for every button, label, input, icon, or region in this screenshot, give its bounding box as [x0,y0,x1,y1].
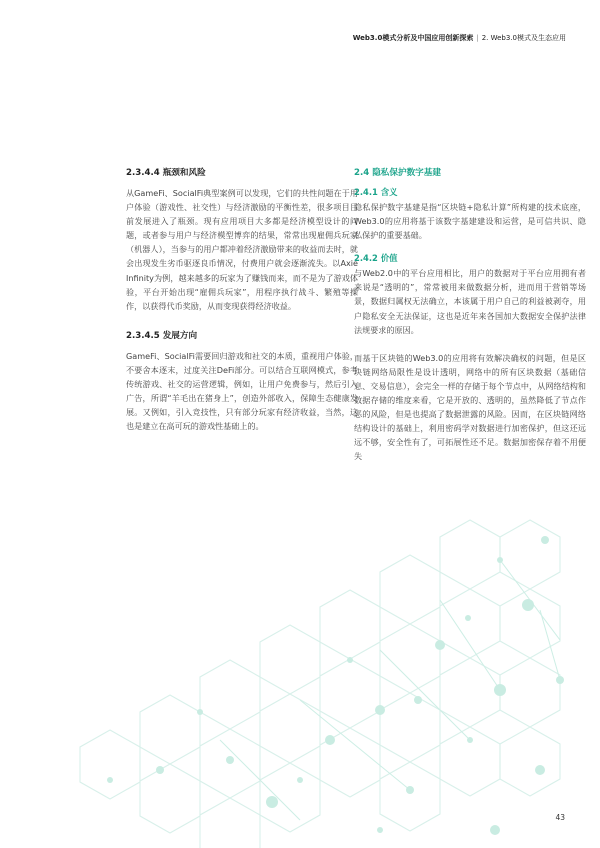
paragraph-value: 与Web2.0中的平台应用相比，用户的数据对于平台应用拥有者来说是“透明的”，常常被用来做数据分析，进而用于营销等场景，数据归属权无法确立，本该属于用户自己的利益被剥夺，用户隐私安全无法保证，这也是近年来各国加大数据安全保护法律法规要求的原因。 [354,268,586,335]
section-heading-direction: 2.3.4.5 发展方向 [126,330,198,341]
header-separator: | [476,34,479,42]
section-heading-bottleneck: 2.3.4.4 瓶颈和风险 [126,168,206,178]
running-header [353,33,566,43]
page-number: 43 [555,813,565,822]
paragraph-blockchain-privacy: 而基于区块链的Web3.0的应用将有效解决确权的问题，但是区块链网络局限性是设计透明，网络中的所有区块数据（基础信息、交易信息），会完全一样的存储于每个节点中，从网络结构和数据存储的维度来看，它是开放的、透明的，虽然降低了节点作恶的风险，但是也提高了数据泄露的风险。因而，在区块链网络结构设计的基础上，利用密码学对数据进行加密保护，但这还远远不够，安全性有了，可拓展性还不足。数据加密保存着不用便失 [354,352,586,462]
section-heading-privacy-infra: 2.4 隐私保护数字基建 [354,168,441,178]
paragraph-direction: GameFi、SocialFi需要回归游戏和社交的本质，重视用户体验，不要舍本逐末，过度关注DeFi部分。可以结合互联网模式，参考传统游戏、社交的运营逻辑，例如，让用户免费参与，然后引入广告，所谓“羊毛出在猪身上”，创造外部收入，保障生态健康发展。又例如，引入竞技性，只有部分玩家有经济收益，当然，这也是建立在高可玩的游戏性基础上的。 [126,350,358,432]
header-title: Web3.0模式分析及中国应用创新探索 [352,34,474,42]
subheading-value: 2.4.2 价值 [354,253,398,264]
subheading-meaning: 2.4.1 含义 [354,187,398,197]
right-column [354,166,586,464]
left-column [126,166,358,433]
paragraph-meaning: 隐私保护数字基建是指“区块链+隐私计算”所构建的技术底座，Web3.0的应用将基于该数字基建建设和运营，是可信共识、隐私保护的重要基础。 [354,202,586,241]
header-chapter: 2. Web3.0模式及生态应用 [481,34,566,42]
paragraph-bottleneck: 从GameFi、SocialFi典型案例可以发现，它们的共性问题在于用户体验（游戏性、社交性）与经济激励的平衡性差，很多项目目前发展进入了瓶颈。现有应用项目大多都是经济模型设计的问题，或者参与用户与经济模型博弈的结果，常常出现雇佣兵玩家（机器人），当参与的用户都冲着经济激励带来的收益而去时，就会出现发生劣币驱逐良币情况，付费用户就会逐渐流失。以Axie Infinity为例，越来越多的玩家为了赚钱而来，而不是为了游戏体验，平台开始出现“雇佣兵玩家”，用程序执行战斗、繁殖等操作，以获得代币奖励，从而变现获得经济收益。 [126,188,358,311]
